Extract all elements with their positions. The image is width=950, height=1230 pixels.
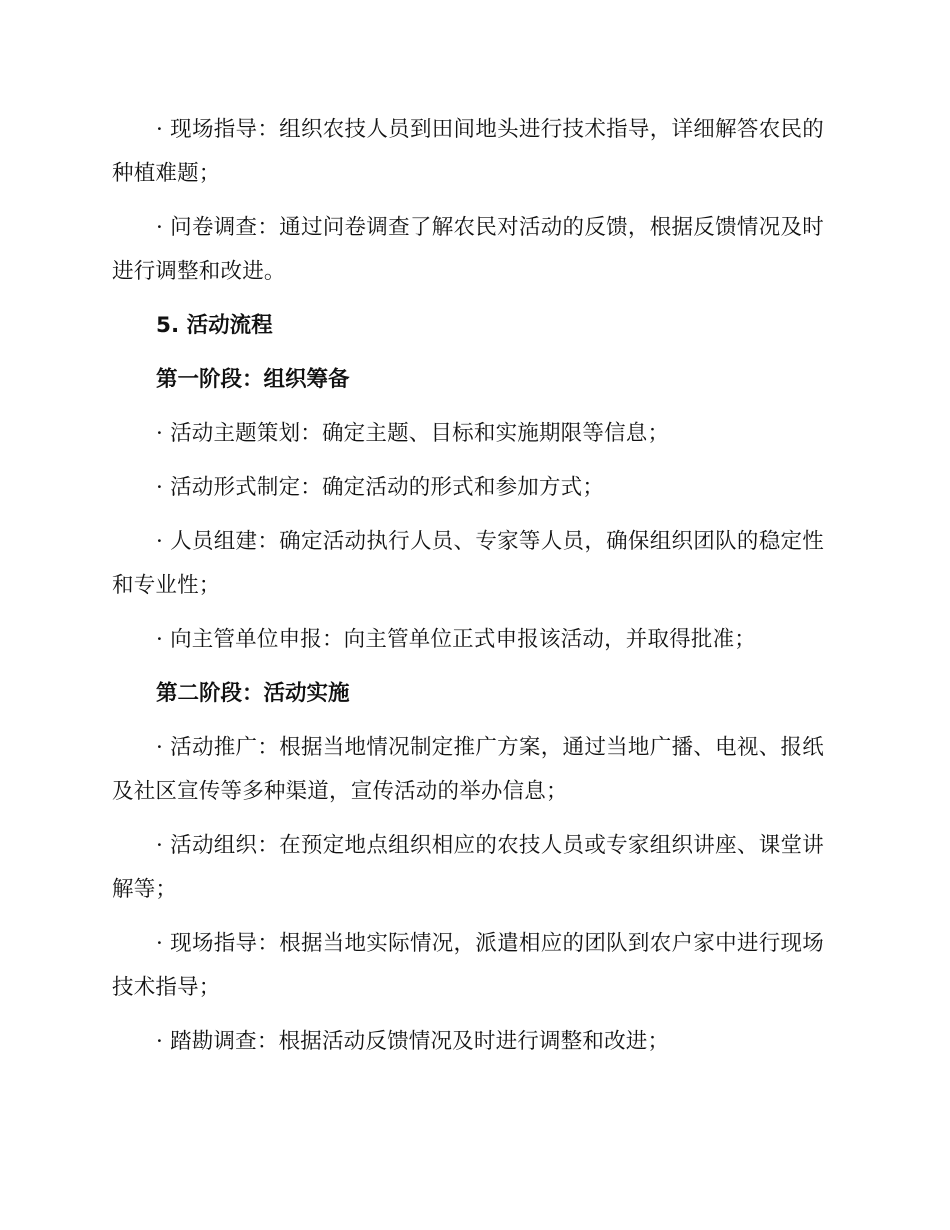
bullet-organization: · 活动组织：在预定地点组织相应的农技人员或专家组织讲座、课堂讲解等； xyxy=(112,833,824,902)
bullet-field-survey: · 踏勘调查：根据活动反馈情况及时进行调整和改进； xyxy=(156,1029,670,1054)
bullet-staffing: · 人员组建：确定活动执行人员、专家等人员，确保组织团队的稳定性和专业性； xyxy=(112,529,824,598)
stage-heading-implementation: 第二阶段：活动实施 xyxy=(156,681,350,706)
bullet-onsite-guidance-2: · 现场指导：根据当地实际情况，派遣相应的团队到农户家中进行现场技术指导； xyxy=(112,931,824,1000)
stage-heading-preparation: 第一阶段：组织筹备 xyxy=(156,367,350,392)
bullet-questionnaire: · 问卷调查：通过问卷调查了解农民对活动的反馈，根据反馈情况及时进行调整和改进。 xyxy=(112,215,824,284)
bullet-theme-planning: · 活动主题策划：确定主题、目标和实施期限等信息； xyxy=(156,421,670,446)
bullet-report-to-authority: · 向主管单位申报：向主管单位正式申报该活动，并取得批准； xyxy=(156,627,756,652)
bullet-promotion: · 活动推广：根据当地情况制定推广方案，通过当地广播、电视、报纸及社区宣传等多种渠道，宣传活动的举办信息； xyxy=(112,735,824,804)
section-heading-activity-process: 5. 活动流程 xyxy=(156,313,273,338)
document-page xyxy=(112,108,824,1074)
bullet-format-setting: · 活动形式制定：确定活动的形式和参加方式； xyxy=(156,475,605,500)
bullet-onsite-guidance-1: · 现场指导：组织农技人员到田间地头进行技术指导，详细解答农民的种植难题； xyxy=(112,117,824,186)
